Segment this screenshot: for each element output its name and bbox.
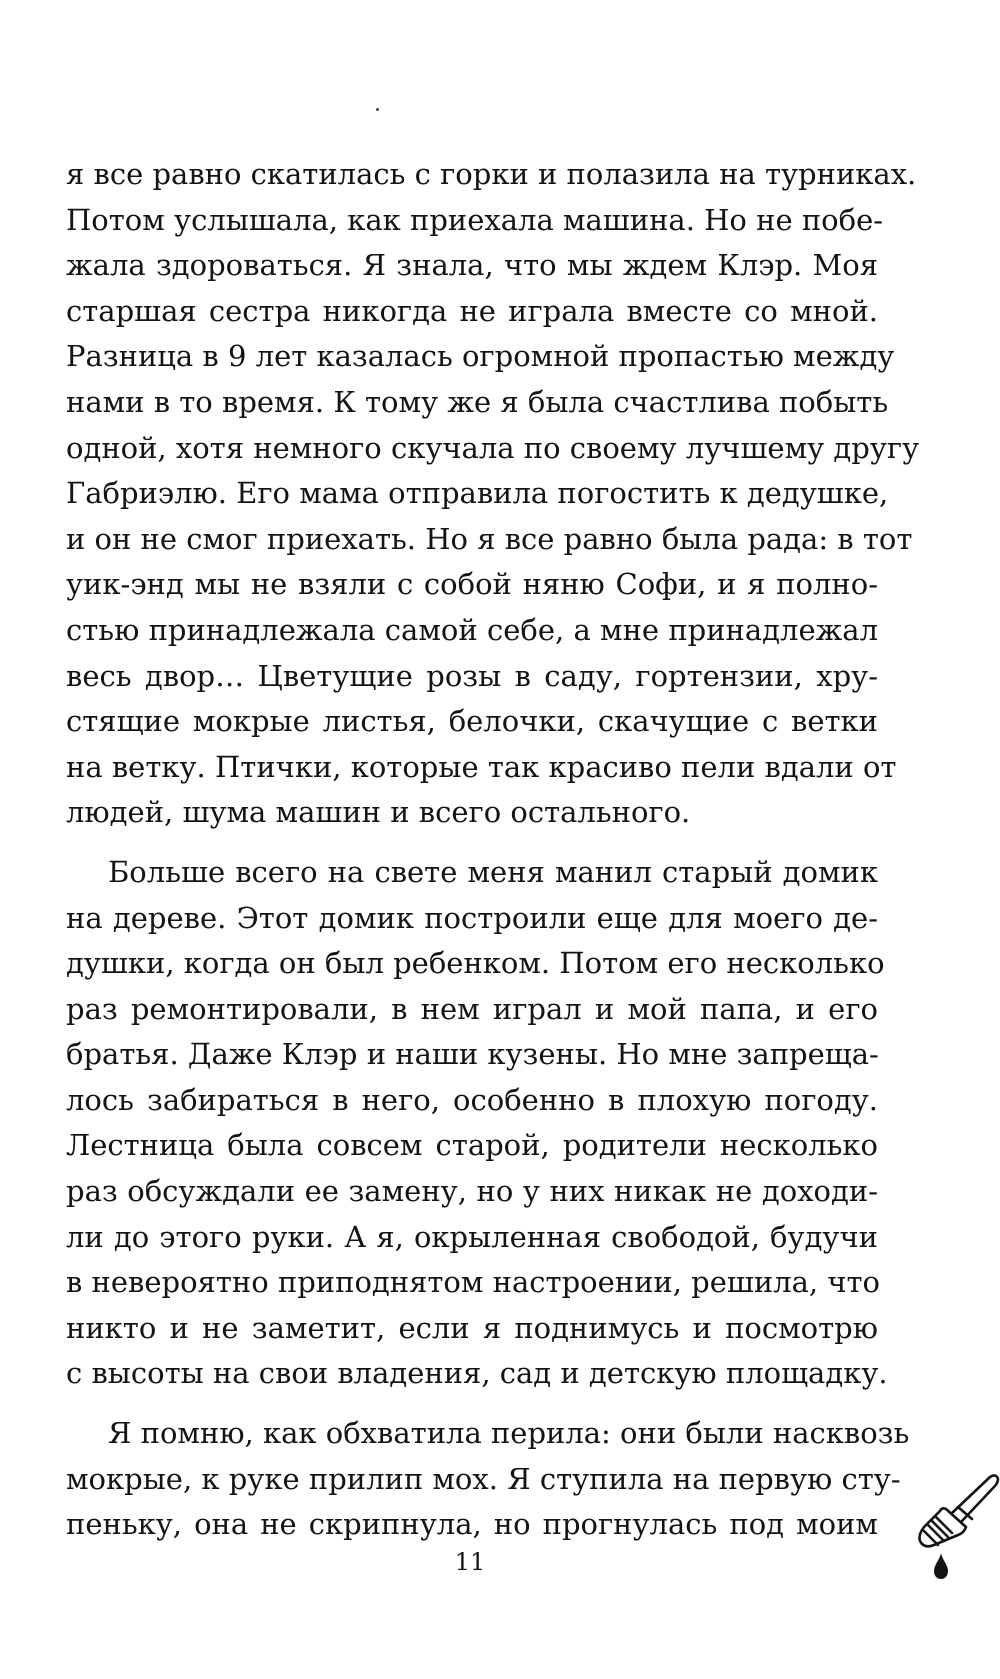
paragraph-2 xyxy=(66,850,888,1397)
text-line: Разница в 9 лет казалась огромной пропастью между xyxy=(66,339,895,374)
paragraph-3 xyxy=(66,1411,910,1548)
text-line: стящие мокрые листья, белочки, скачущие с ветки xyxy=(66,704,878,739)
text-line: старшая сестра никогда не играла вместе со мной. xyxy=(66,293,878,328)
text-line: людей, шума машин и всего остального. xyxy=(66,795,691,830)
text-line: в невероятно приподнятом настроении, решила, что xyxy=(66,1265,881,1300)
text-line: мокрые, к руке прилип мох. Я ступила на первую сту- xyxy=(66,1461,901,1496)
text-line: ли до этого руки. А я, окрыленная свободой, будучи xyxy=(66,1219,878,1254)
text-line: Потом услышала, как приехала машина. Но не побе- xyxy=(66,202,884,237)
text-line: на дереве. Этот домик построили еще для моего де- xyxy=(66,900,878,935)
paintbrush-icon xyxy=(912,1465,1000,1555)
text-line: с высоты на свои владения, сад и детскую площадку. xyxy=(66,1356,888,1391)
body-text xyxy=(66,152,920,1548)
text-line: Лестница была совсем старой, родители несколько xyxy=(66,1128,878,1163)
paragraph-1 xyxy=(66,152,920,836)
text-line: стью принадлежала самой себе, а мне принадлежал xyxy=(66,612,878,647)
speck xyxy=(376,108,379,111)
text-line: нами в то время. К тому же я была счастлива побыть xyxy=(66,384,889,419)
text-line: раз ремонтировали, в нем играл и мой папа, и его xyxy=(66,991,878,1026)
text-line: Больше всего на свете меня манил старый домик xyxy=(108,854,878,889)
page-number: 11 xyxy=(454,1548,486,1576)
text-line: уик-энд мы не взяли с собой няню Софи, и я полно- xyxy=(66,567,878,602)
text-line: жала здороваться. Я знала, что мы ждем Клэр. Моя xyxy=(66,248,878,283)
text-line: никто и не заметит, если я поднимусь и посмотрю xyxy=(66,1310,878,1345)
text-line: Габриэлю. Его мама отправила погостить к дедушке, xyxy=(66,476,889,511)
text-line: лось забираться в него, особенно в плохую погоду. xyxy=(66,1082,878,1117)
text-line: на ветку. Птички, которые так красиво пели вдали от xyxy=(66,749,897,784)
text-line: весь двор… Цветущие розы в саду, гортензии, хру- xyxy=(66,658,878,693)
text-line: пеньку, она не скрипнула, но прогнулась под моим xyxy=(66,1507,878,1542)
text-line: и он не смог приехать. Но я все равно была рада: в тот xyxy=(66,521,913,556)
text-line: братья. Даже Клэр и наши кузены. Но мне запреща- xyxy=(66,1037,879,1072)
text-line: раз обсуждали ее замену, но у них никак не доходи- xyxy=(66,1174,878,1209)
text-line: одной, хотя немного скучала по своему лучшему другу xyxy=(66,430,920,465)
text-line: Я помню, как обхватила перила: они были насквозь xyxy=(108,1416,910,1451)
text-line: душки, когда он был ребенком. Потом его несколько xyxy=(66,946,885,981)
text-line: я все равно скатилась с горки и полазила на турниках. xyxy=(66,157,917,191)
